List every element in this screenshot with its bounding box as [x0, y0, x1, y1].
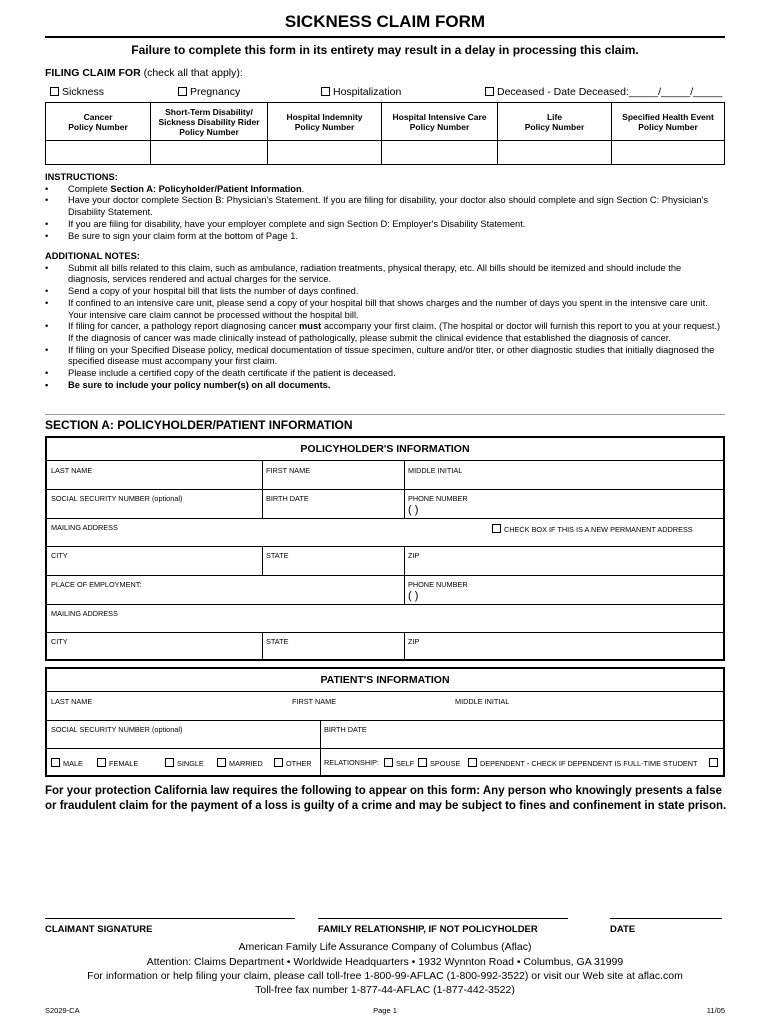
pt-ssn-field[interactable]: SOCIAL SECURITY NUMBER (optional) [51, 725, 183, 734]
option-pregnancy[interactable] [178, 86, 240, 98]
ph-phone-field[interactable]: PHONE NUMBER [408, 494, 468, 503]
revision-date: 11/05 [706, 1006, 725, 1015]
claimant-signature-label: CLAIMANT SIGNATURE [45, 924, 153, 935]
row-divider [47, 748, 723, 749]
row-divider [47, 518, 723, 519]
female-option[interactable]: FEMALE [97, 758, 138, 768]
california-fraud-notice: For your protection California law requires the following to appear on this form: Any person who knowingly presents a false or fraudulent claim for the payment of a loss is guilty of a crime and may be subject to fines and confinement in state prison. [45, 785, 727, 812]
instructions-heading: INSTRUCTIONS: [45, 172, 118, 182]
relationship-label: RELATIONSHIP: [324, 758, 380, 767]
pregnancy-checkbox[interactable] [178, 87, 187, 96]
ph-employer-city-field[interactable]: CITY [51, 637, 68, 646]
ph-ssn-field[interactable]: SOCIAL SECURITY NUMBER (optional) [51, 494, 183, 503]
dependent-option[interactable]: DEPENDENT - CHECK IF DEPENDENT IS FULL-TIME STUDENT [468, 758, 697, 768]
col-divider [404, 632, 405, 661]
ph-employer-state-field[interactable]: STATE [266, 637, 289, 646]
ph-employer-zip-field[interactable]: ZIP [408, 637, 420, 646]
new-address-checkbox[interactable] [492, 524, 501, 533]
col-divider [404, 546, 405, 604]
sickness-checkbox[interactable] [50, 87, 59, 96]
cancer-policy-input[interactable] [46, 141, 151, 165]
row-divider [47, 575, 723, 576]
disability-policy-header: Short-Term Disability/ Sickness Disability Rider Policy Number [151, 103, 268, 141]
other-checkbox[interactable] [274, 758, 283, 767]
ph-zip-field[interactable]: ZIP [408, 551, 420, 560]
specified-health-event-policy-input[interactable] [612, 141, 725, 165]
life-policy-header: Life Policy Number [498, 103, 612, 141]
note-item: • Please include a certified copy of the death certificate if the patient is deceased. [45, 368, 725, 380]
other-option[interactable]: OTHER [274, 758, 312, 768]
ph-state-field[interactable]: STATE [266, 551, 289, 560]
family-relationship-label: FAMILY RELATIONSHIP, IF NOT POLICYHOLDER [318, 924, 538, 935]
page-number: Page 1 [373, 1006, 397, 1015]
filing-claim-heading [45, 67, 243, 79]
female-checkbox[interactable] [97, 758, 106, 767]
col-divider [262, 461, 263, 518]
form-title: SICKNESS CLAIM FORM [284, 12, 486, 31]
student-option[interactable] [709, 758, 721, 768]
policyholder-info-title: POLICYHOLDER'S INFORMATION [47, 438, 723, 461]
sickness-label: Sickness [62, 86, 105, 98]
additional-notes-heading: ADDITIONAL NOTES: [45, 251, 140, 261]
row-divider [47, 546, 723, 547]
note-item: • Submit all bills related to this claim, such as ambulance, radiation treatments, physical therapy, etc. All bills should be itemized and should include the diagnosis, services rendered and actual charges for the service. [45, 263, 725, 286]
date-line[interactable] [610, 918, 722, 919]
married-checkbox[interactable] [217, 758, 226, 767]
option-hospitalization[interactable] [321, 86, 401, 98]
new-address-option[interactable] [492, 524, 693, 534]
ph-city-field[interactable]: CITY [51, 551, 68, 560]
pregnancy-label: Pregnancy [190, 86, 241, 98]
specified-health-event-policy-header: Specified Health Event Policy Number [612, 103, 725, 141]
deceased-checkbox[interactable] [485, 87, 494, 96]
hospital-indemnity-policy-header: Hospital Indemnity Policy Number [268, 103, 382, 141]
patient-info-title: PATIENT'S INFORMATION [47, 669, 723, 692]
life-policy-input[interactable] [498, 141, 612, 165]
new-address-label: CHECK BOX IF THIS IS A NEW PERMANENT ADDRESS [504, 525, 693, 534]
instruction-item: • Be sure to sign your claim form at the bottom of Page 1. [45, 231, 725, 243]
additional-notes [45, 251, 725, 391]
ph-mailing-address-field[interactable]: MAILING ADDRESS [51, 523, 118, 532]
option-sickness[interactable] [50, 86, 104, 98]
section-a-heading: SECTION A: POLICYHOLDER/PATIENT INFORMATION [45, 418, 353, 432]
title-rule [45, 36, 725, 38]
mailing-attention: Attention: Claims Department • Worldwide Headquarters • 1932 Wynnton Road • Columbus, GA 31999 [146, 956, 624, 968]
intensive-care-policy-input[interactable] [382, 141, 498, 165]
hospitalization-checkbox[interactable] [321, 87, 330, 96]
option-deceased[interactable] [485, 86, 722, 98]
note-item: • If filing on your Specified Disease policy, medical documentation of tissue specimen, culture and/or titer, or other diagnostic studies that initially diagnosed the specified disease must accompany your first claim. [45, 345, 725, 368]
note-item: • If filing for cancer, a pathology report diagnosing cancer must accompany your first claim. (The hospital or doctor will furnish this report to you at your request.) If the diagnosis of cancer was made clinically instead of pathologically, please submit the clinical evidence that established the diagnosis of cancer. [45, 321, 725, 344]
ph-phone-area-code: ( ) [408, 504, 419, 516]
row-divider [47, 604, 723, 605]
filing-heading-text: FILING CLAIM FOR [45, 67, 141, 79]
ph-birth-date-field[interactable]: BIRTH DATE [266, 494, 309, 503]
fax-number: Toll-free fax number 1-877-44-AFLAC (1-877-442-3522) [255, 984, 515, 996]
pt-last-name-field[interactable]: LAST NAME [51, 697, 93, 706]
note-item: • Be sure to include your policy number(s) on all documents. [45, 380, 725, 392]
note-item: • Send a copy of your hospital bill that lists the number of days confined. [45, 286, 725, 298]
ph-employer-phone-area-code: ( ) [408, 590, 419, 602]
relationship-line[interactable] [318, 918, 568, 919]
hospital-indemnity-policy-input[interactable] [268, 141, 382, 165]
male-option[interactable]: MALE [51, 758, 83, 768]
single-option[interactable]: SINGLE [165, 758, 204, 768]
pt-birth-date-field[interactable]: BIRTH DATE [324, 725, 367, 734]
instruction-item: • Have your doctor complete Section B: Physician's Statement. If you are filing for disability, your doctor also should complete and sign Section C: Physician's Disability Statement. [45, 195, 725, 218]
intensive-care-policy-header: Hospital Intensive Care Policy Number [382, 103, 498, 141]
claimant-signature-line[interactable] [45, 918, 295, 919]
spouse-option[interactable]: SPOUSE [418, 758, 460, 768]
male-checkbox[interactable] [51, 758, 60, 767]
married-option[interactable]: MARRIED [217, 758, 263, 768]
col-divider [404, 461, 405, 518]
section-separator [45, 414, 725, 415]
self-option[interactable]: SELF [384, 758, 414, 768]
ph-employer-address-field[interactable]: MAILING ADDRESS [51, 609, 118, 618]
row-divider [47, 720, 723, 721]
date-label: DATE [610, 924, 636, 935]
pt-middle-initial-field[interactable]: MIDDLE INITIAL [455, 697, 510, 706]
instruction-item: • If you are filing for disability, have your employer complete and sign Section D: Employer's Disability Statement. [45, 219, 725, 231]
pt-first-name-field[interactable]: FIRST NAME [292, 697, 337, 706]
instruction-item: • Complete Section A: Policyholder/Patient Information. [45, 184, 725, 196]
ph-employer-phone-field[interactable]: PHONE NUMBER [408, 580, 468, 589]
ph-employment-field[interactable]: PLACE OF EMPLOYMENT: [51, 580, 142, 589]
policyholder-info-box [45, 436, 725, 661]
col-divider [262, 546, 263, 575]
ph-middle-initial-field[interactable]: MIDDLE INITIAL [408, 466, 463, 475]
col-divider [262, 632, 263, 661]
form-number: S2029-CA [45, 1006, 80, 1015]
hospitalization-label: Hospitalization [333, 86, 402, 98]
dependent-checkbox[interactable] [468, 758, 477, 767]
ph-last-name-field[interactable]: LAST NAME [51, 466, 93, 475]
deceased-label: Deceased - Date Deceased:_____/_____/_____ [497, 86, 723, 98]
row-divider [47, 489, 723, 490]
company-name: American Family Life Assurance Company of Columbus (Aflac) [238, 941, 532, 953]
row-divider [47, 632, 723, 633]
policy-number-table [45, 102, 725, 165]
self-checkbox[interactable] [384, 758, 393, 767]
single-checkbox[interactable] [165, 758, 174, 767]
ph-first-name-field[interactable]: FIRST NAME [266, 466, 311, 475]
help-info: For information or help filing your claim, please call toll-free 1-800-99-AFLAC (1-800-992-3522) or visit our Web site at aflac.com [87, 970, 683, 982]
note-item: • If confined to an intensive care unit, please send a copy of your hospital bill that shows charges and the number of days you spent in the intensive care unit. Your intensive care claim cannot be processed without the hospital bill. [45, 298, 725, 321]
spouse-checkbox[interactable] [418, 758, 427, 767]
col-divider [320, 720, 321, 775]
incomplete-warning: Failure to complete this form in its entirety may result in a delay in processing this claim. [131, 43, 639, 57]
student-checkbox[interactable] [709, 758, 718, 767]
filing-heading-note: (check all that apply): [143, 67, 243, 79]
instructions [45, 172, 725, 242]
patient-info-box [45, 667, 725, 777]
disability-policy-input[interactable] [151, 141, 268, 165]
cancer-policy-header: Cancer Policy Number [46, 103, 151, 141]
